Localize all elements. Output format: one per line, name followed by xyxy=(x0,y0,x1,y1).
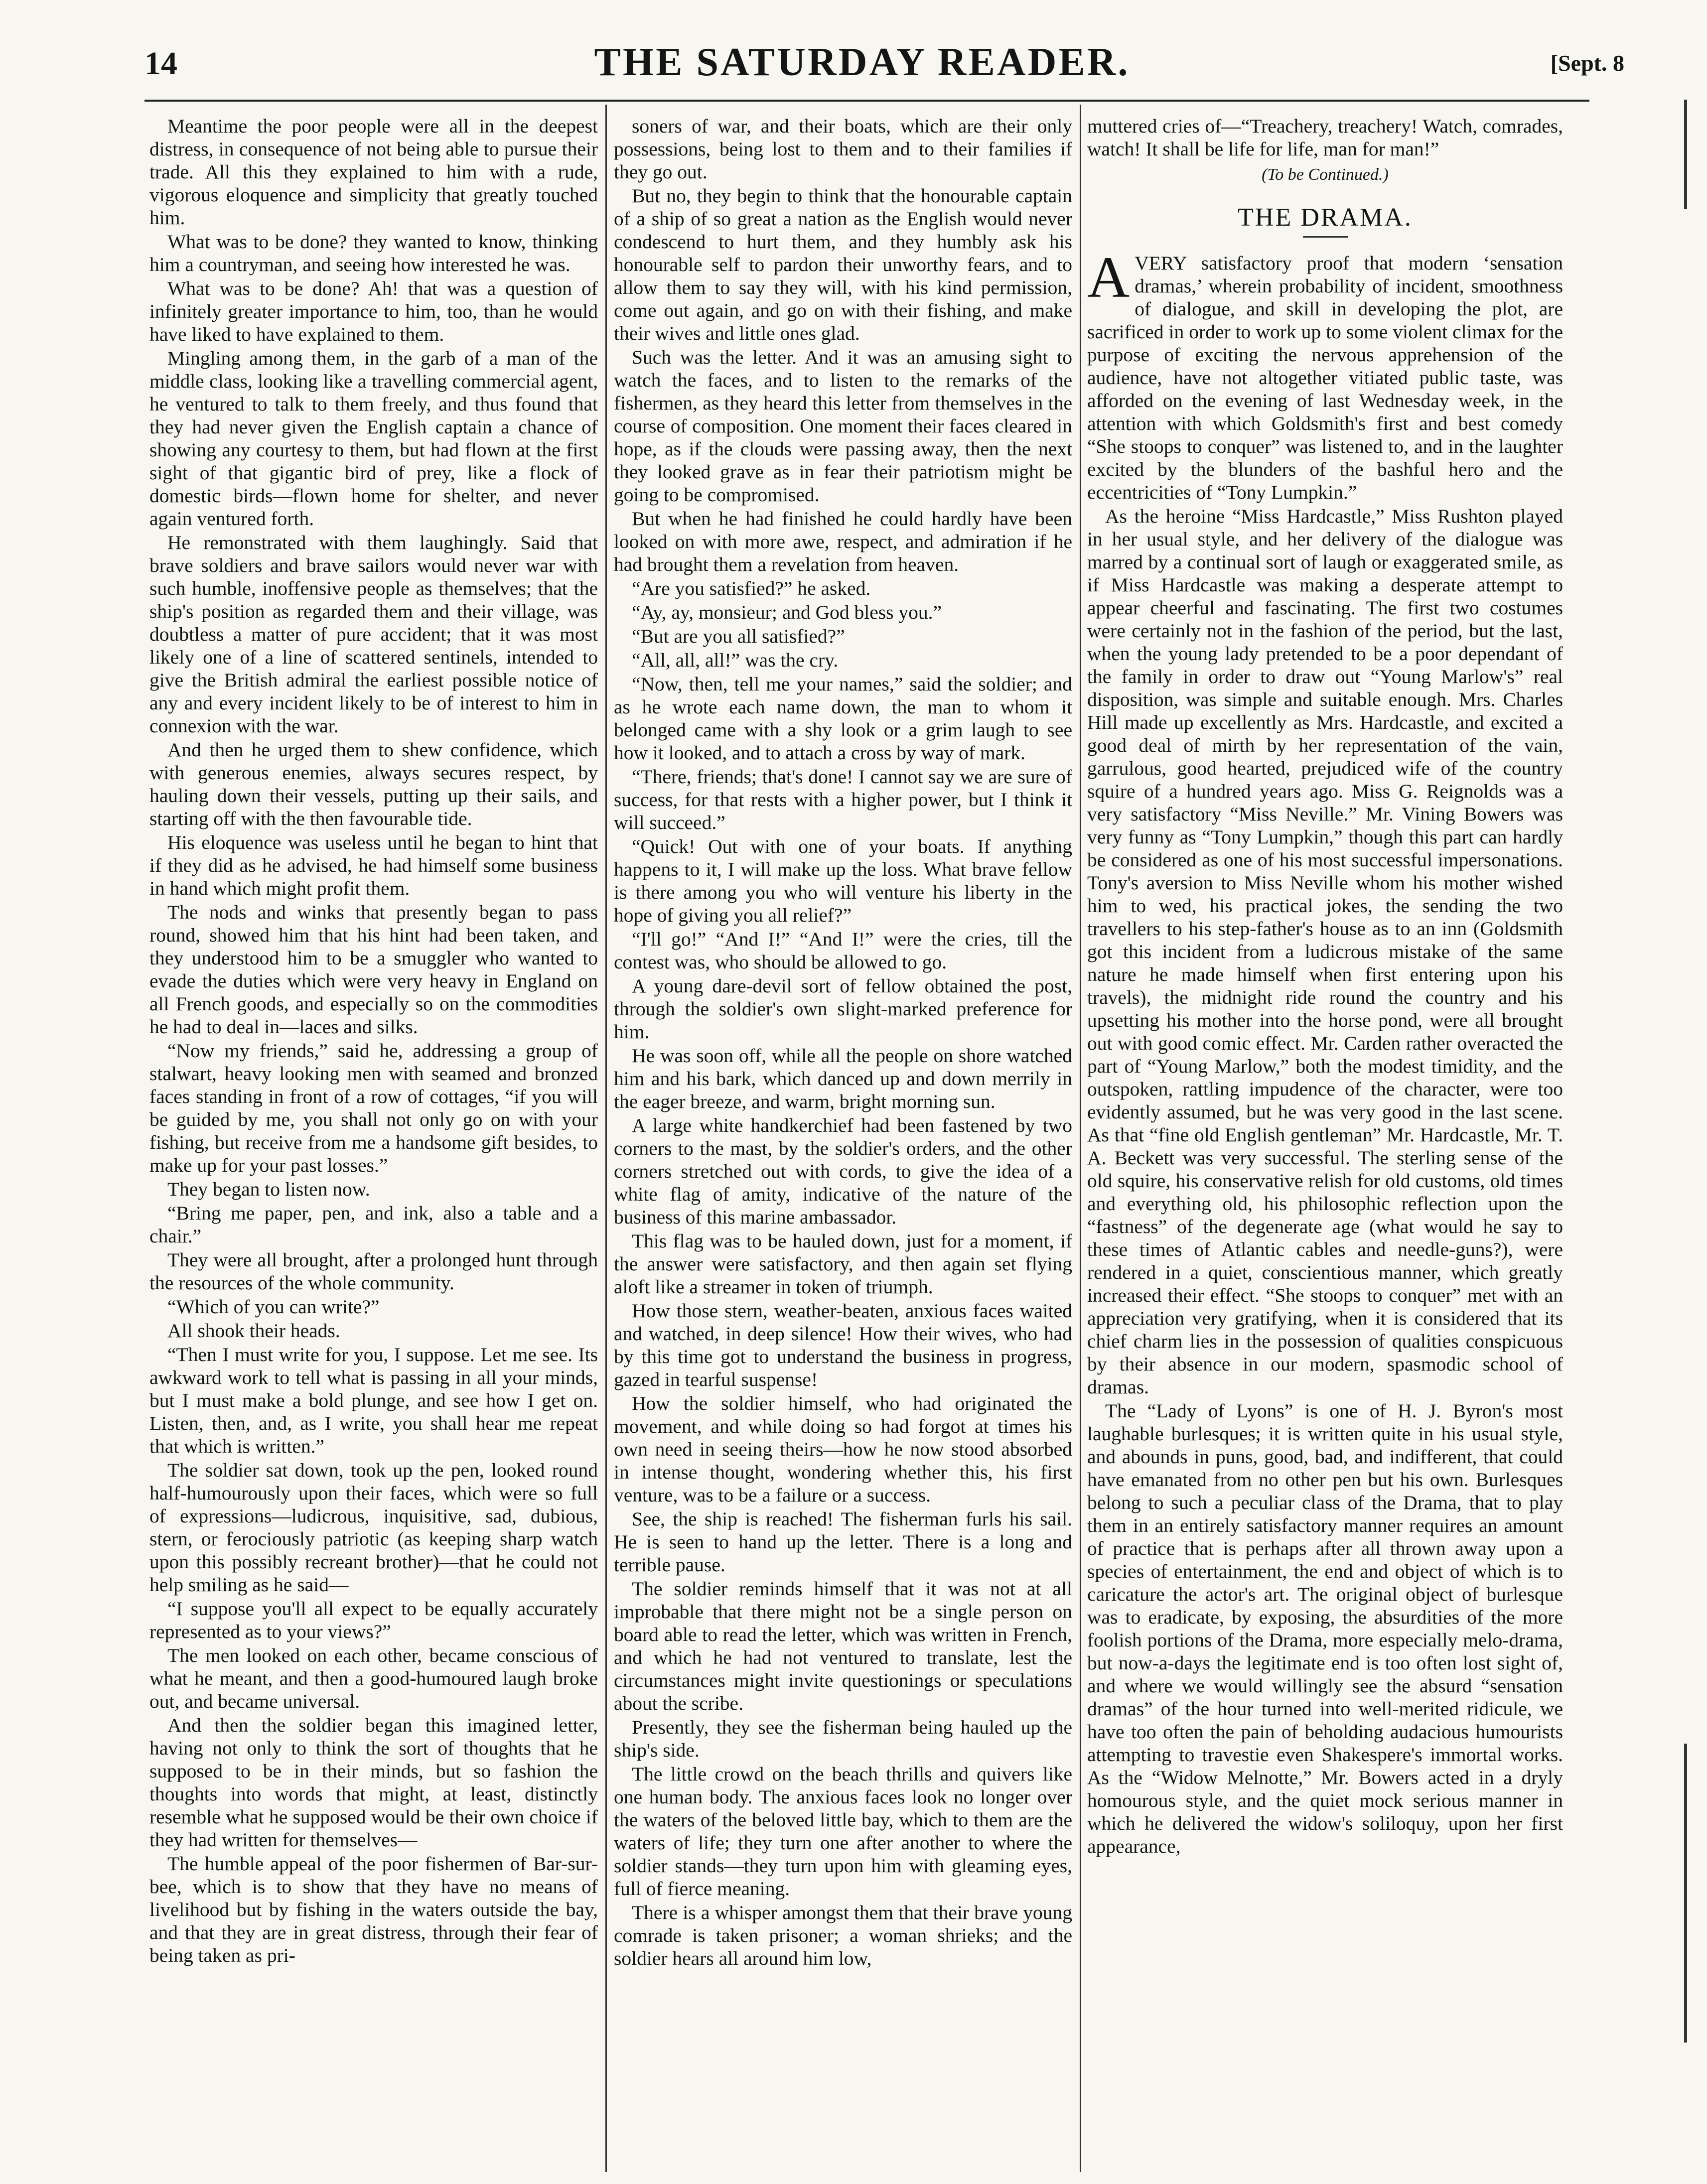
column-2 xyxy=(614,115,1072,2167)
paragraph: “I suppose you'll all expect to be equally accurately represented as to your views?” xyxy=(149,1598,598,1642)
page-number: 14 xyxy=(144,45,177,82)
paragraph: Mingling among them, in the garb of a man of the middle class, looking like a travelling commercial agent, he ventured to talk to them freely, and thus found that they had never given the English captain a chance of showing any courtesy to them, but had flown at the first sight of that gigantic bird of prey, like a flock of domestic birds—flown home for shelter, and never again ventured forth. xyxy=(149,347,598,530)
paragraph: “There, friends; that's done! I cannot say we are sure of success, for that rests with a higher power, but I think it will succeed.” xyxy=(614,766,1072,833)
column-1 xyxy=(149,115,598,2167)
paragraph: “Quick! Out with one of your boats. If anything happens to it, I will make up the loss. What brave fellow is there among you who will venture his liberty in the hope of giving you all relief?” xyxy=(614,835,1072,926)
paragraph: And then he urged them to shew confidence, which with generous enemies, always secures respect, by hauling down their vessels, putting up their sails, and starting off with the then favourable tide. xyxy=(149,739,598,829)
paragraph: “Bring me paper, pen, and ink, also a table and a chair.” xyxy=(149,1202,598,1247)
story-conclusion: muttered cries of—“Treachery, treachery! Watch, comrades, watch! It shall be life for life, man for man!” xyxy=(1087,115,1563,160)
paragraph: Such was the letter. And it was an amusing sight to watch the faces, and to listen to the remarks of the fishermen, as they heard this letter from themselves in the course of composition. One moment their faces cleared in hope, as if the clouds were passing away, then the next they looked grave as in fear their patriotism might be going to be compromised. xyxy=(614,346,1072,506)
paragraph: A large white handkerchief had been fastened by two corners to the mast, by the soldier's orders, and the other corners stretched out with cords, to give the idea of a white flag of amity, indicative of the nature of the business of this marine ambassador. xyxy=(614,1114,1072,1228)
scan-edge-mark xyxy=(1684,1744,1687,2043)
paragraph: “I'll go!” “And I!” “And I!” were the cries, till the contest was, who should be allowed to go. xyxy=(614,928,1072,973)
column-divider xyxy=(1080,105,1081,2172)
paragraph: As the heroine “Miss Hardcastle,” Miss Rushton played in her usual style, and her delivery of the dialogue was marred by a continual sort of laugh or exaggerated smile, as if Miss Hardcastle was making a desperate attempt to appear cheerful and fascinating. The first two costumes were certainly not in the fashion of the period, but the last, when the young lady pretended to be a poor dependant of the family in order to draw out “Young Marlow's” real disposition, was simple and suitable enough. Mrs. Charles Hill made up excellently as Mrs. Hardcastle, and excited a good deal of mirth by her representation of the vain, garrulous, good hearted, prejudiced wife of the country squire of a hundred years ago. Miss G. Reignolds was a very satisfactory “Miss Neville.” Mr. Vining Bowers was very funny as “Tony Lumpkin,” though this part can hardly be considered as one of his most successful impersonations. Tony's aversion to Miss Neville whom his mother wished him to wed, his practical jokes, the sending the two travellers to his step-father's house as to an inn (Goldsmith got this incident from a ludicrous mistake of the same nature he made himself when first entering upon his travels), the midnight ride round the country and his upsetting his mother into the horse pond, were all brought out with good comic effect. Mr. Carden rather overacted the part of “Young Marlow,” both the modest timidity, and the outspoken, rattling impudence of the character, were too evidently assumed, but he was very good in the last scene. As that “fine old English gentleman” Mr. Hardcastle, Mr. T. A. Beckett was very successful. The sterling sense of the old squire, his conservative relish for old customs, old times and everything old, his philosophic reflection upon the “fastness” of the degenerate age (what would he say to these times of Atlantic cables and needle-guns?), were rendered in a quiet, conscientious manner, which greatly increased their effect. “She stoops to conquer” met with an appreciation very gratifying, when it is considered that its chief charm lies in the possession of qualities conspicuous by their absence in our modern, spasmodic school of dramas. xyxy=(1087,505,1563,1398)
drama-article-body xyxy=(1087,505,1563,1858)
page-header xyxy=(100,35,1624,90)
paragraph: The men looked on each other, became conscious of what he meant, and then a good-humoured laugh broke out, and became universal. xyxy=(149,1644,598,1712)
paragraph: The “Lady of Lyons” is one of H. J. Byron's most laughable burlesques; it is written quite in his usual style, and abounds in puns, good, bad, and indifferent, that could have emanated from no other pen but his own. Burlesques belong to such a peculiar class of the Drama, that to play them in an entirely satisfactory manner requires an amount of practice that is perhaps after all thrown away upon a species of entertainment, the end and object of which is to caricature the actor's art. The original object of burlesque was to eradicate, by exposing, the absurdities of the more foolish portions of the Drama, more especially melo-drama, but now-a-days the legitimate end is too often lost sight of, and where we would willingly see the absurd “sensation dramas” of the hour turned into well-merited ridicule, we have too often the pain of beholding audacious humourists attempting to travestie even Shakespere's immortal works. As the “Widow Melnotte,” Mr. Bowers acted in a dryly homourous style, and the quiet mock serious manner in which he delivered the widow's soliloquy, upon her first appearance, xyxy=(1087,1400,1563,1857)
scan-edge-mark xyxy=(1684,100,1687,209)
paragraph: And then the soldier began this imagined letter, having not only to think the sort of thoughts that he supposed to be in their minds, but so fashion the thoughts into words that might, at least, distinctly resemble what he supposed would be their own choice if they had written for themselves— xyxy=(149,1714,598,1851)
paragraph: “But are you all satisfied?” xyxy=(632,625,845,647)
paragraph: What was to be done? they wanted to know, thinking him a countryman, and seeing how interested he was. xyxy=(149,231,598,275)
paragraph: The humble appeal of the poor fishermen of Bar-sur-bee, which is to show that they have no means of livelihood but by fishing in the waters outside the bay, and that they are in great distress, through their fear of being taken as pri- xyxy=(149,1853,598,1966)
paragraph: There is a whisper amongst them that their brave young comrade is taken prisoner; a woman shrieks; and the soldier hears all around him low, xyxy=(614,1902,1072,1969)
paragraph: But no, they begin to think that the honourable captain of a ship of so great a nation as the English would never condescend to hurt them, and they humbly ask his honourable self to pardon their unworthy fears, and to allow them to say they will, with his kind permission, come out again, and go on with their fishing, and make their wives and little ones glad. xyxy=(614,185,1072,344)
paragraph: “Ay, ay, monsieur; and God bless you.” xyxy=(632,601,942,623)
paragraph: The soldier sat down, took up the pen, looked round half-humourously upon their faces, which were so full of expressions—ludicrous, inquisitive, sad, dubious, stern, or ferociously patriotic (as keeping sharp watch upon this possibly recreant brother)—that he could not help smiling as he said— xyxy=(149,1459,598,1596)
paragraph: “Then I must write for you, I suppose. Let me see. Its awkward work to tell what is passing in all your minds, but I must make a bold plunge, and see how I get on. Listen, then, and, as I write, you shall hear me repeat that which is written.” xyxy=(149,1344,598,1457)
first-paragraph-text: VERY satisfactory proof that modern ‘sensation dramas,’ wherein probability of incident, smoothness of dialogue, and skill in developing the plot, are sacrificed in order to work up to some violent climax for the purpose of exciting the nervous apprehension of the audience, have not altogether vitiated public taste, was afforded on the evening of last Wednesday week, in the attention with which Goldsmith's first and best comedy “She stoops to conquer” was listened to, and in the laughter excited by the blunders of the bashful hero and the eccentricities of “Tony Lumpkin.” xyxy=(1087,252,1563,503)
paragraph: A young dare-devil sort of fellow obtained the post, through the soldier's own slight-marked preference for him. xyxy=(614,975,1072,1043)
title-rule xyxy=(1303,236,1348,238)
paragraph: How those stern, weather-beaten, anxious faces waited and watched, in deep silence! How their wives, who had by this time got to understand the business in progress, gazed in tearful suspense! xyxy=(614,1300,1072,1390)
paragraph: His eloquence was useless until he began to hint that if they did as he advised, he had himself some business in hand which might profit them. xyxy=(149,831,598,899)
paragraph: “All, all, all!” was the cry. xyxy=(632,649,839,671)
paragraph: This flag was to be hauled down, just for a moment, if the answer were satisfactory, and then again set flying aloft like a streamer in token of triumph. xyxy=(614,1230,1072,1298)
column-3 xyxy=(1087,115,1563,2167)
paragraph: Meantime the poor people were all in the deepest distress, in consequence of not being able to pursue their trade. All this they explained to him with a rude, vigorous eloquence and simplicity that greatly touched him. xyxy=(149,115,598,229)
header-rule xyxy=(144,100,1589,102)
paragraph: They began to listen now. xyxy=(167,1178,370,1200)
drama-first-paragraph xyxy=(1087,245,1563,504)
paragraph: The nods and winks that presently began to pass round, showed him that his hint had been taken, and they understood him to be a smuggler who wanted to evade the duties which were very heavy in England on all French goods, and especially so on the commodities he had to deal in—laces and silks. xyxy=(149,901,598,1038)
paragraph: The soldier reminds himself that it was not at all improbable that there might not be a single person on board able to read the letter, which was written in French, and which he had not ventured to translate, lest the circumstances might invite questionings or speculations about the scribe. xyxy=(614,1578,1072,1714)
paragraph: soners of war, and their boats, which are their only possessions, being lost to them and to their families if they go out. xyxy=(614,115,1072,183)
masthead-title: THE SATURDAY READER. xyxy=(594,40,1130,84)
paragraph: The little crowd on the beach thrills and quivers like one human body. The anxious faces look no longer over the waters of the beloved little bay, which to them are the waters of life; they turn one after another to where the soldier stands—they turn upon him with gleaming eyes, full of fierce meaning. xyxy=(614,1763,1072,1900)
paragraph: He remonstrated with them laughingly. Said that brave soldiers and brave sailors would never war with such humble, inoffensive people as themselves; that the ship's position as regarded them and their village, was doubtless a matter of pure accident; that it was most likely one of a line of scattered sentinels, intended to give the British admiral the earliest possible notice of any and every incident likely to be of interest to him in connexion with the war. xyxy=(149,532,598,737)
issue-date: [Sept. 8 xyxy=(1550,50,1624,76)
column-divider xyxy=(605,105,607,2172)
continued-note: (To be Continued.) xyxy=(1262,165,1389,184)
paragraph: See, the ship is reached! The fisherman furls his sail. He is seen to hand up the letter. There is a long and terrible pause. xyxy=(614,1508,1072,1576)
paragraph: But when he had finished he could hardly have been looked on with more awe, respect, and admiration if he had brought them a revelation from heaven. xyxy=(614,508,1072,575)
paragraph: They were all brought, after a prolonged hunt through the resources of the whole community. xyxy=(149,1249,598,1294)
paragraph: Presently, they see the fisherman being hauled up the ship's side. xyxy=(614,1716,1072,1761)
paragraph: What was to be done? Ah! that was a question of infinitely greater importance to him, too, than he would have liked to have explained to them. xyxy=(149,277,598,345)
section-title-drama: THE DRAMA. xyxy=(1238,203,1413,232)
paragraph: “Now, then, tell me your names,” said the soldier; and as he wrote each name down, the man to whom it belonged came with a shy look or a grim laugh to see how it looked, and to attach a cross by way of mark. xyxy=(614,673,1072,764)
paragraph: All shook their heads. xyxy=(167,1320,340,1342)
paragraph: “Now my friends,” said he, addressing a group of stalwart, heavy looking men with seamed and bronzed faces standing in front of a row of cottages, “if you will be guided by me, you shall not only go on with your fishing, but receive from me a handsome gift besides, to make up for your past losses.” xyxy=(149,1040,598,1176)
paragraph: How the soldier himself, who had originated the movement, and while doing so had forgot at times his own need in seeing theirs—how he now stood absorbed in intense thought, wondering whether this, his first venture, was to be a failure or a success. xyxy=(614,1392,1072,1506)
paragraph: “Are you satisfied?” he asked. xyxy=(632,577,871,599)
paragraph: “Which of you can write?” xyxy=(167,1296,380,1318)
drop-cap: A xyxy=(1087,245,1130,310)
paragraph: He was soon off, while all the people on shore watched him and his bark, which danced up and down merrily in the eager breeze, and warm, bright morning sun. xyxy=(614,1045,1072,1112)
